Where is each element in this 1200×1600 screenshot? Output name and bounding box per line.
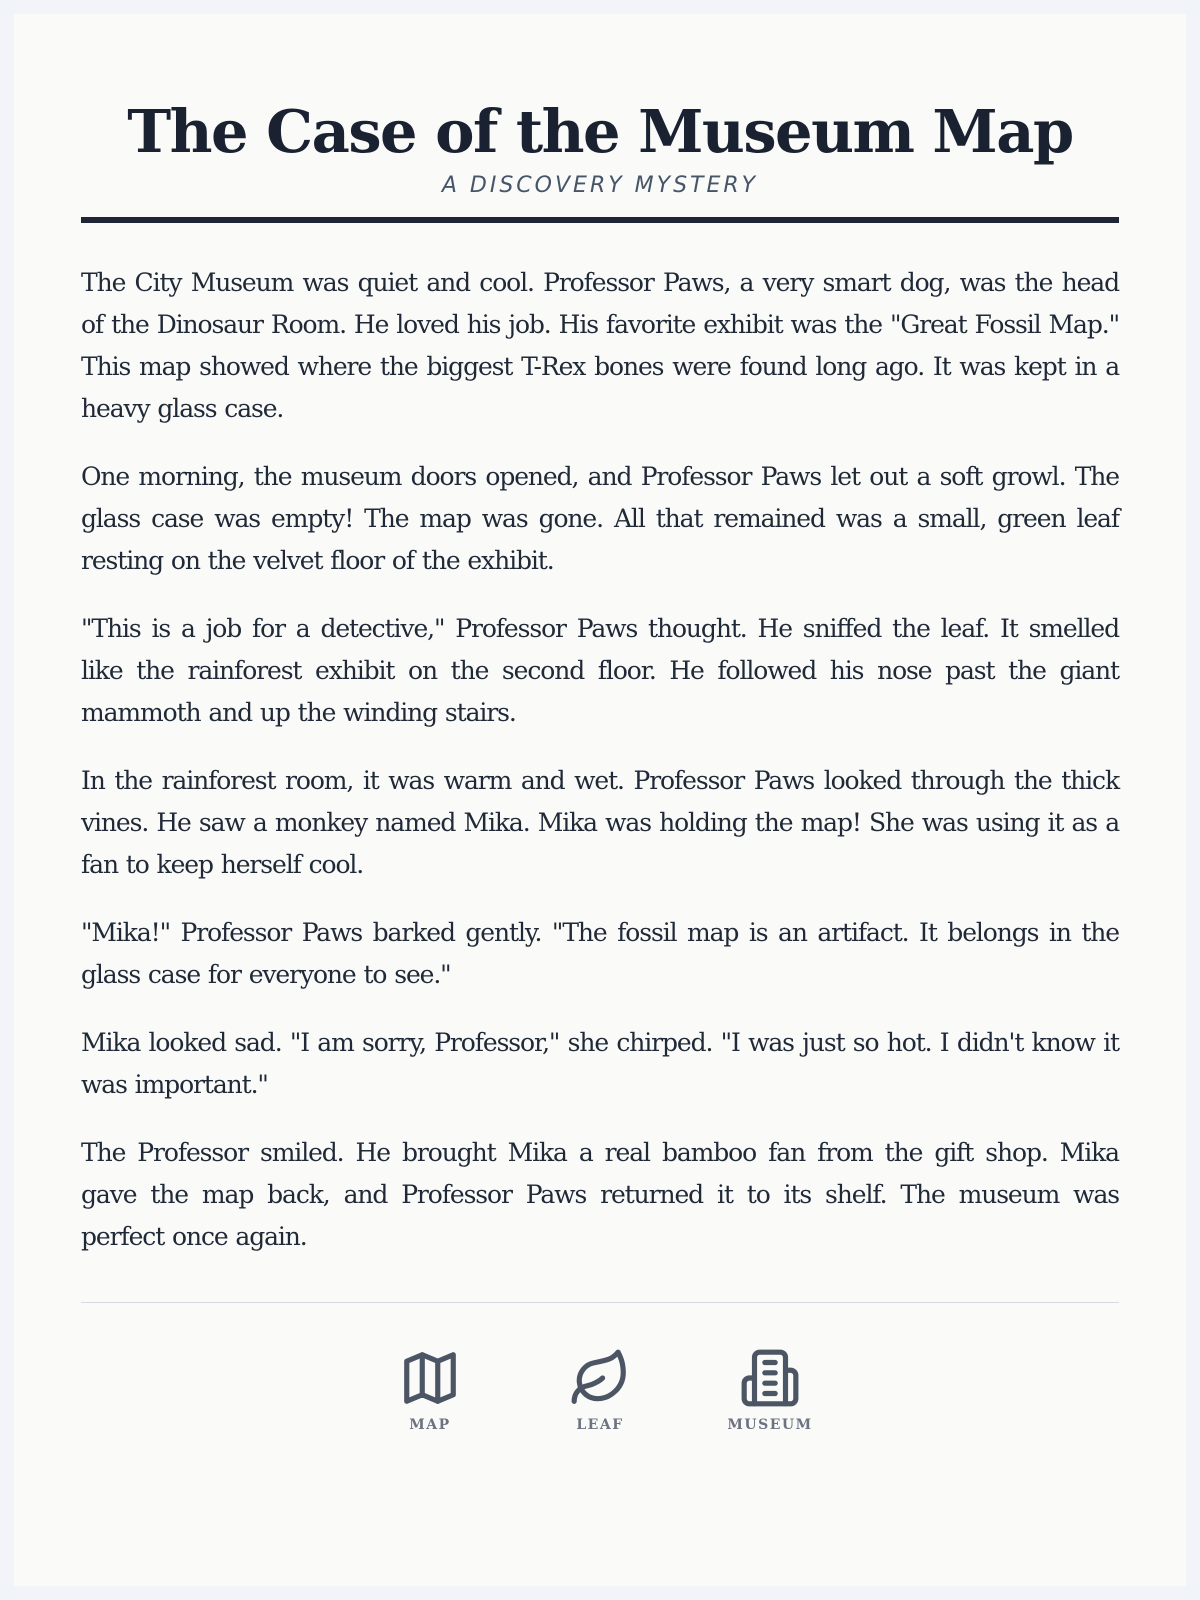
leaf-icon xyxy=(569,1347,631,1409)
story-body xyxy=(81,262,1119,1258)
story-paragraph: One morning, the museum doors opened, and Professor Paws let out a soft growl. The glass case was empty! The map was gone. All that remained was a small, green leaf resting on the velvet floor of the exhibit. xyxy=(81,462,1119,575)
museum-icon xyxy=(739,1347,801,1409)
story-page xyxy=(14,14,1186,1586)
footer-item-museum xyxy=(710,1347,830,1433)
map-icon xyxy=(399,1347,461,1409)
page-title: The Case of the Museum Map xyxy=(127,97,1073,166)
story-paragraph: In the rainforest room, it was warm and wet. Professor Paws looked through the thick vines. He saw a monkey named Mika. Mika was holding the map! She was using it as a fan to keep herself cool. xyxy=(81,766,1119,879)
icon-label-leaf: LEAF xyxy=(576,1417,624,1433)
icon-label-museum: MUSEUM xyxy=(727,1417,813,1433)
story-paragraph: The City Museum was quiet and cool. Professor Paws, a very smart dog, was the head of the Dinosaur Room. He loved his job. His favorite exhibit was the "Great Fossil Map." This map showed where the biggest T-Rex bones were found long ago. It was kept in a heavy glass case. xyxy=(81,268,1119,423)
footer-icons xyxy=(81,1347,1119,1433)
story-paragraph: Mika looked sad. "I am sorry, Professor," she chirped. "I was just so hot. I didn't know it was important." xyxy=(81,1028,1119,1099)
title-divider xyxy=(81,217,1119,223)
page-subtitle: A DISCOVERY MYSTERY xyxy=(441,173,759,198)
footer-item-map xyxy=(370,1347,490,1433)
icon-label-map: MAP xyxy=(409,1417,451,1433)
footer-divider xyxy=(81,1302,1119,1303)
footer-item-leaf xyxy=(540,1347,660,1433)
story-paragraph: "This is a job for a detective," Professor Paws thought. He sniffed the leaf. It smelled like the rainforest exhibit on the second floor. He followed his nose past the giant mammoth and up the winding stairs. xyxy=(81,614,1119,727)
story-paragraph: "Mika!" Professor Paws barked gently. "The fossil map is an artifact. It belongs in the glass case for everyone to see." xyxy=(81,918,1119,989)
story-paragraph: The Professor smiled. He brought Mika a real bamboo fan from the gift shop. Mika gave the map back, and Professor Paws returned it to its shelf. The museum was perfect once again. xyxy=(81,1138,1119,1251)
